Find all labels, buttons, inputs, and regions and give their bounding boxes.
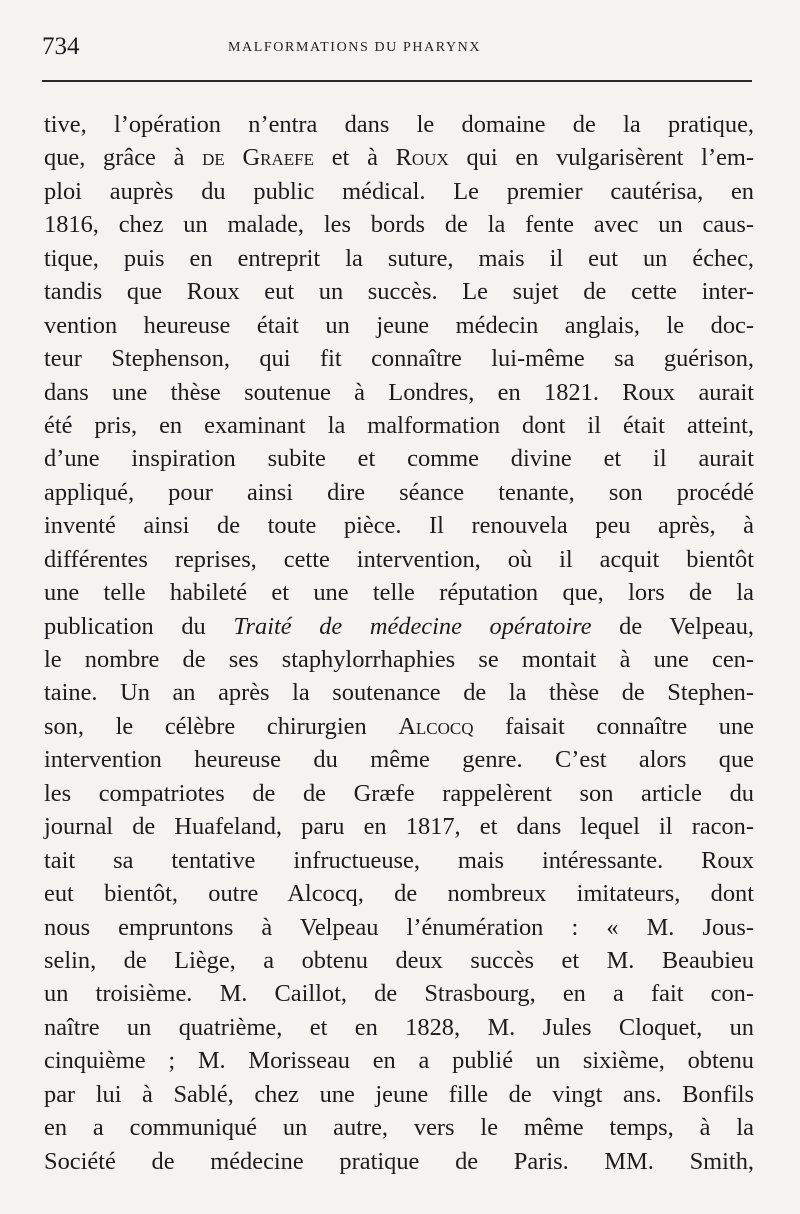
text-run: tive, l’opération n’entra dans le domaine de la pratique,	[44, 111, 754, 138]
text-run: un troisième. M. Caillot, de Strasbourg, en a fait con-	[44, 980, 754, 1008]
text-run: appliqué, pour ainsi dire séance tenante, son procédé	[44, 478, 754, 506]
text-run: tandis que Roux eut un succès. Le sujet de cette inter-	[44, 278, 754, 306]
text-run: teur Stephenson, qui fit connaître lui-même sa guérison,	[44, 345, 754, 373]
text-line	[44, 944, 754, 977]
text-line	[44, 208, 754, 241]
text-line	[44, 409, 754, 442]
text-line	[44, 777, 754, 810]
text-line	[44, 342, 754, 375]
text-line	[44, 610, 754, 643]
text-line	[44, 1111, 754, 1144]
text-run: son, le célèbre chirurgien	[44, 712, 399, 740]
text-run: été pris, en examinant la malformation dont il était atteint,	[44, 411, 754, 439]
text-line	[44, 743, 754, 776]
text-line	[44, 710, 754, 743]
text-run: le nombre de ses staphylorrhaphies se montait à une cen-	[44, 646, 754, 673]
text-run: tique, puis en entreprit la suture, mais il eut un échec,	[44, 244, 754, 272]
text-run: une telle habileté et une telle réputation que, lors de la	[44, 579, 754, 607]
text-line	[44, 1011, 754, 1044]
text-line	[44, 442, 754, 475]
text-run: Société de médecine pratique de Paris. MM. Smith,	[44, 1147, 754, 1175]
text-run: cinquième ; M. Morisseau en a publié un sixième, obtenu	[44, 1047, 754, 1075]
body-text	[44, 108, 756, 1178]
text-run: en a communiqué un autre, vers le même temps, à la	[44, 1114, 754, 1142]
text-run: différentes reprises, cette intervention, où il acquit bientôt	[44, 545, 754, 573]
text-line	[44, 576, 754, 609]
text-line	[44, 141, 754, 174]
text-line	[44, 1078, 754, 1111]
text-line	[44, 977, 754, 1010]
text-line	[44, 1145, 754, 1178]
text-run: que, grâce à	[44, 144, 203, 172]
text-line	[44, 911, 754, 944]
text-line	[44, 275, 754, 308]
text-run: journal de Huafeland, paru en 1817, et dans lequel il racon-	[44, 813, 754, 841]
text-line	[44, 509, 754, 542]
text-run: d’une inspiration subite et comme divine et il aurait	[44, 445, 754, 473]
text-run: tait sa tentative infructueuse, mais intéressante. Roux	[44, 846, 754, 874]
text-run: selin, de Liège, a obtenu deux succès et M. Beaubieu	[44, 946, 754, 974]
text-line	[44, 543, 754, 576]
italic-title: Traité de médecine opératoire	[233, 612, 592, 640]
text-run: naître un quatrième, et en 1828, M. Jules Cloquet, un	[44, 1013, 754, 1041]
text-run: nous empruntons à Velpeau l’énumération : « M. Jous-	[44, 913, 754, 941]
text-run: intervention heureuse du même genre. C’est alors que	[44, 746, 754, 774]
small-caps-name: Roux	[395, 144, 449, 172]
header-rule	[42, 80, 752, 82]
text-run: 1816, chez un malade, les bords de la fente avec un caus-	[44, 211, 754, 239]
text-line	[44, 476, 754, 509]
text-line	[44, 844, 754, 877]
text-run: par lui à Sablé, chez une jeune fille de vingt ans. Bonfils	[44, 1080, 754, 1108]
text-line	[44, 676, 754, 709]
text-line	[44, 376, 754, 409]
text-run: inventé ainsi de toute pièce. Il renouvela peu après, à	[44, 512, 754, 540]
page-header	[42, 30, 754, 70]
text-run: de Velpeau,	[591, 612, 755, 640]
page-number: 734	[42, 33, 80, 60]
text-run: dans une thèse soutenue à Londres, en 1821. Roux aurait	[44, 378, 754, 406]
small-caps-name: de Graefe	[202, 144, 314, 172]
text-line	[44, 175, 754, 208]
text-run: eut bientôt, outre Alcocq, de nombreux imitateurs, dont	[44, 880, 754, 908]
text-line	[44, 1044, 754, 1077]
text-run: ploi auprès du public médical. Le premier cautérisa, en	[44, 177, 754, 205]
running-title: MALFORMATIONS DU PHARYNX	[228, 40, 482, 55]
text-line	[44, 877, 754, 910]
text-run: publication du	[44, 612, 234, 640]
text-line	[44, 309, 754, 342]
text-line	[44, 108, 754, 141]
text-run: les compatriotes de de Græfe rappelèrent son article du	[44, 779, 754, 807]
text-line	[44, 242, 754, 275]
text-run: vention heureuse était un jeune médecin anglais, le doc-	[44, 311, 754, 339]
text-run: taine. Un an après la soutenance de la thèse de Stephen-	[44, 679, 754, 707]
text-line	[44, 643, 754, 676]
text-run: et à	[314, 144, 396, 172]
small-caps-name: Alcocq	[398, 712, 474, 740]
text-run: qui en vulgarisèrent l’em-	[448, 144, 754, 172]
text-line	[44, 810, 754, 843]
text-run: faisait connaître une	[473, 712, 754, 740]
